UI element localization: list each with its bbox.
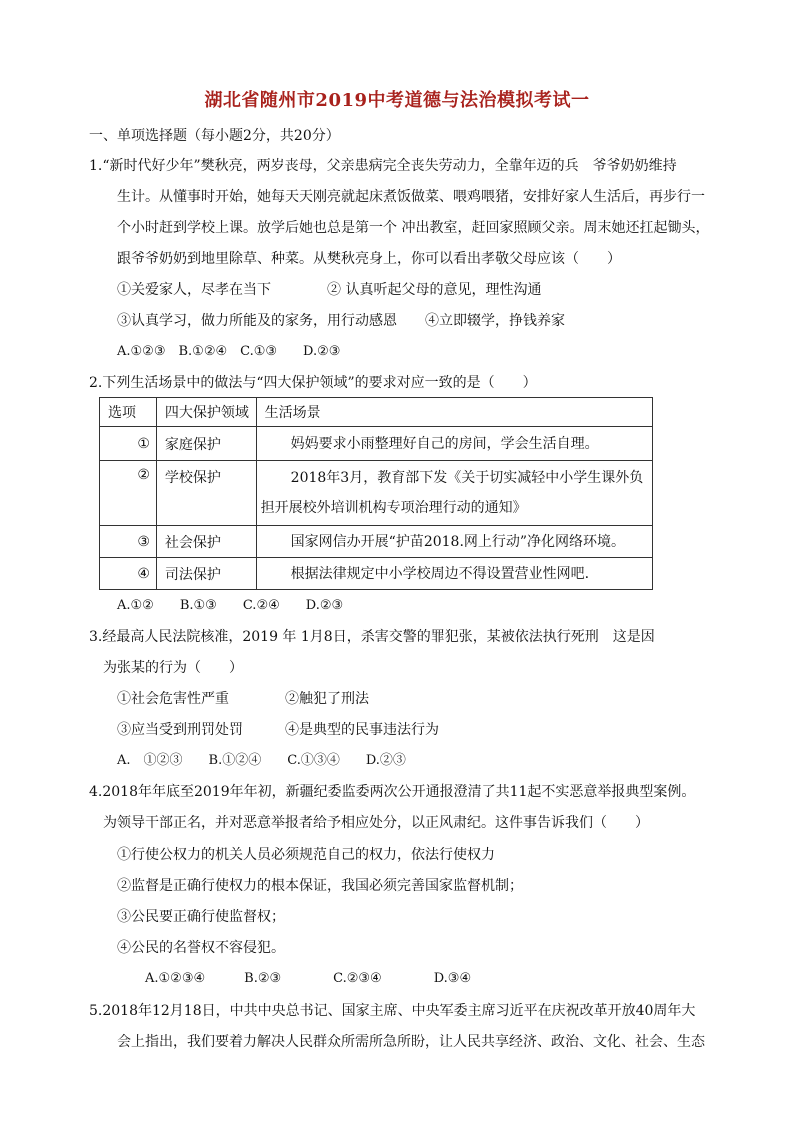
row-scene: 妈妈要求小雨整理好自己的房间，学会生活自理。 bbox=[256, 427, 652, 461]
q2-options: A.①② B.①③ C.②④ D.②③ bbox=[117, 598, 344, 613]
row-scene-multiline bbox=[256, 461, 652, 526]
row-number: ② bbox=[100, 461, 157, 526]
q3-line-1: 3.经最高人民法院核准，2019 年 1月8日，杀害交警的罪犯张，某被依法执行死刑 这是因 bbox=[89, 629, 655, 645]
q1-line-1: 1.“新时代好少年”樊秋亮，两岁丧母，父亲患病完全丧失劳动力，全靠年迈的兵 爷爷奶奶维持 bbox=[89, 158, 677, 174]
q1-line-2: 生计。从懂事时开始，她每天天刚亮就起床煮饭做菜、喂鸡喂猪，安排好家人生活后，再步行一 bbox=[117, 189, 705, 205]
q2-stem: 2.下列生活场景中的做法与“四大保护领域”的要求对应一致的是（ ） bbox=[89, 375, 537, 391]
header-area: 四大保护领域 bbox=[156, 398, 256, 427]
q5-line-2: 会上指出，我们要着力解决人民群众所需所急所盼，让人民共享经济、政治、文化、社会、生态 bbox=[117, 1034, 705, 1050]
q3-item-1: ①社会危害性严重 ②触犯了刑法 bbox=[117, 691, 369, 707]
q1-item-1: ①关爱家人，尽孝在当下 ② 认真听起父母的意见，理性沟通 bbox=[117, 282, 542, 298]
q1-item-2: ③认真学习，做力所能及的家务，用行动感恩 ④立即辍学，挣钱养家 bbox=[117, 313, 565, 329]
q4-options: A.①②③④ B.②③ C.②③④ D.③④ bbox=[145, 971, 472, 986]
row-number: ① bbox=[100, 427, 157, 461]
table-row bbox=[100, 526, 653, 558]
q1-line-3: 个小时赶到学校上课。放学后她也总是第一个 冲出教室，赶回家照顾父亲。周末她还扛起锄头， bbox=[117, 220, 710, 236]
header-scene: 生活场景 bbox=[256, 398, 652, 427]
q1-options: A.①②③ B.①②④ C.①③ D.②③ bbox=[117, 344, 341, 359]
table-row bbox=[100, 427, 653, 461]
header-option: 选项 bbox=[100, 398, 157, 427]
protection-table bbox=[99, 397, 653, 590]
q3-options: A. ①②③ B.①②④ C.①③④ D.②③ bbox=[117, 753, 406, 768]
q4-item-3: ③公民要正确行使监督权； bbox=[117, 909, 285, 925]
row-area: 家庭保护 bbox=[156, 427, 256, 461]
exam-title: 湖北省随州市2019中考道德与法治模拟考试一 bbox=[204, 90, 590, 111]
row-area: 司法保护 bbox=[156, 558, 256, 590]
row-scene-line-1: 2018年3月，教育部下发《关于切实减轻中小学生课外负 bbox=[290, 470, 644, 486]
table-row bbox=[100, 461, 653, 526]
q1-line-4: 跟爷爷奶奶到地里除草、种菜。从樊秋亮身上，你可以看出孝敬父母应该（ ） bbox=[117, 251, 621, 267]
row-scene: 根据法律规定中小学校周边不得设置营业性网吧. bbox=[256, 558, 652, 590]
q3-item-2: ③应当受到刑罚处罚 ④是典型的民事违法行为 bbox=[117, 722, 439, 738]
row-scene-line-2: 担开展校外培训机构专项治理行动的通知》 bbox=[260, 500, 527, 516]
q4-line-1: 4.2018年年底至2019年年初，新疆纪委监委两次公开通报澄清了共11起不实恶意举报典型案例。 bbox=[89, 784, 696, 800]
section-heading: 一、单项选择题（每小题2分，共20分） bbox=[89, 128, 340, 144]
q4-item-2: ②监督是正确行使权力的根本保证，我国必须完善国家监督机制； bbox=[117, 878, 523, 894]
row-number: ③ bbox=[100, 526, 157, 558]
q4-item-4: ④公民的名誉权不容侵犯。 bbox=[117, 940, 285, 956]
row-area: 社会保护 bbox=[156, 526, 256, 558]
row-scene: 国家网信办开展“护苗2018.网上行动”净化网络环境。 bbox=[256, 526, 652, 558]
table-row bbox=[100, 558, 653, 590]
q4-line-2: 为领导干部正名，并对恶意举报者给予相应处分，以正风肃纪。这件事告诉我们（ ） bbox=[103, 815, 649, 831]
row-area: 学校保护 bbox=[156, 461, 256, 526]
q3-line-2: 为张某的行为（ ） bbox=[103, 660, 243, 676]
table-header-row bbox=[100, 398, 653, 427]
row-number: ④ bbox=[100, 558, 157, 590]
q5-line-1: 5.2018年12月18日，中共中央总书记、国家主席、中央军委主席习近平在庆祝改革开放40周年大 bbox=[89, 1003, 696, 1019]
q4-item-1: ①行使公权力的机关人员必须规范自己的权力，依法行使权力 bbox=[117, 847, 495, 863]
